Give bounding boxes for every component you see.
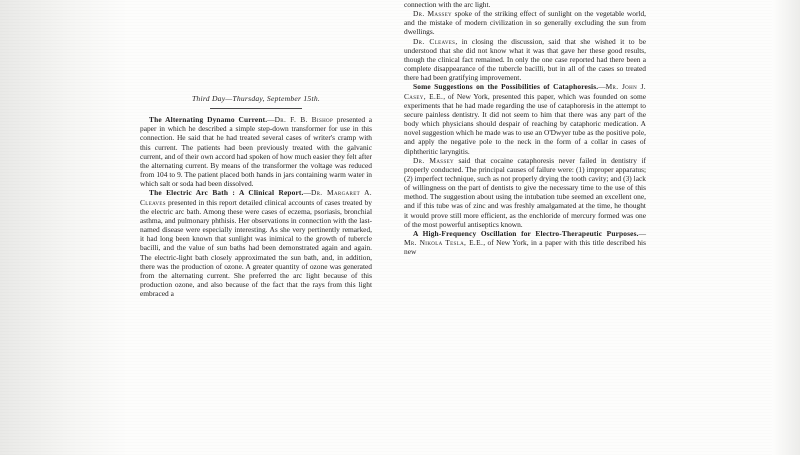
continued-paragraph	[404, 0, 646, 9]
speaker-name: Mr. Nikola Tesla, E.E.	[404, 238, 484, 248]
paragraph-text: of New York, in a paper with this title described his new	[404, 238, 646, 257]
discussion-paragraph: Dr. Cleaves, in closing the discussion, said that she wished it to be understood that she did not know what it was that gave her these good results, though the clinical fact remained. In only the one case reported had there been a complete disappearance of the tubercle bacilli, but in all of the cases so treated there had been gratifying improvement.	[404, 36, 647, 83]
article-heading: Some Suggestions on the Possibilities of Cataphoresis.	[413, 82, 599, 92]
article-heading: The Electric Arc Bath : A Clinical Report.	[149, 188, 304, 198]
article-paragraph: A High-Frequency Oscillation for Electro-Therapeutic Purposes.—Mr. Nikola Tesla, E.E., of New York, in a paper with this title described his new	[404, 228, 646, 257]
article-paragraph: The Alternating Dynamo Current.—Dr. F. B. Bishop presented a paper in which he described a simple step-down transformer for use in this connection. He said that he had treated several cases of writer's cramp with this current. The patients had been previously treated with the galvanic current, and of their own accord had spoken of how much easier they felt after the alternating current. By means of the transformer the voltage was reduced from 104 to 9. The patient placed both hands in jars containing warm water in which salt or soda had been dissolved.	[140, 115, 372, 189]
speaker-name: Dr. Massey	[413, 155, 454, 165]
paragraph-text: of New York, presented this paper, which was founded on some experiments that he had made regarding the use of cataphoresis in the attempt to secure painless dentistry. It did not seem to him that there was any part of the body which physicians should despair of reaching by cataphoric medication. A novel suggestion which he made was to use an O'Dwyer tube as the positive pole, and apply the negative pole to the neck in the form of a collar in cases of diphtheritic laryngitis.	[404, 91, 646, 156]
paragraph-text: presented in this report detailed clinical accounts of cases treated by the electric arc bath. Among these were cases of eczema, psoriasis, bronchial asthma, and pulmonary phthisis. Her observations in connection with the last-named disease were especially interesting. As she very pertinently remarked, it had long been known that sunlight was inimical to the growth of tubercle bacilli, and the value of sun baths had been demonstrated again and again. The electric-light bath closely approximated the sun bath, and, in addition, there was the production of ozone. A greater quantity of ozone was generated from the alternating current. She preferred the arc light because of this production ozone, and also because of the fact that the rays from this light embraced a	[140, 197, 372, 299]
discussion-paragraph	[404, 9, 646, 36]
running-head: Third Day—Thursday, September 15th.	[191, 94, 321, 103]
speaker-name: Dr. Massey	[413, 9, 453, 19]
article-heading: A High-Frequency Oscillation for Electro-Therapeutic Purposes.	[413, 228, 639, 238]
left-text-column	[140, 0, 372, 298]
speaker-name: Dr. Cleaves	[413, 36, 456, 46]
speaker-name: Dr. F. B. Bishop	[274, 115, 334, 125]
right-text-column	[404, 0, 646, 256]
head-rule	[210, 108, 302, 109]
article-heading: The Alternating Dynamo Current.	[149, 115, 268, 125]
paragraph-text: presented a paper in which he described a simple step-down transformer for use in this connection. He said that he had treated several cases of writer's cramp with this current. The patients had been previously treated with the galvanic current, and of their own accord had spoken of how much easier they felt after the alternating current. By means of the transformer the voltage was reduced from 104 to 9. The patient placed both hands in jars containing warm water in which salt or soda had been dissolved.	[140, 115, 372, 189]
paragraph-text: in closing the discussion, said that she wished it to be understood that she did not know what it was that gave her these good results, though the clinical fact remained. In only the one case reported had there been a complete disappearance of the tubercle bacilli, but in all of the cases so treated there had been gratifying improvement.	[404, 36, 647, 83]
speaker-name: Mr. John J. Casey, E.E.	[404, 82, 647, 101]
article-paragraph: The Electric Arc Bath : A Clinical Report.—Dr. Margaret A. Cleaves presented in this report detailed clinical accounts of cases treated by the electric arc bath. Among these were cases of eczema, psoriasis, bronchial asthma, and pulmonary phthisis. Her observations in connection with the last-named disease were especially interesting. As she very pertinently remarked, it had long been known that sunlight was inimical to the growth of tubercle bacilli, and the value of sun baths had been demonstrated again and again. The electric-light bath closely approximated the sun bath, and, in addition, there was the production of ozone. A greater quantity of ozone was generated from the alternating current. She preferred the arc light because of this production ozone, and also because of the fact that the rays from this light embraced a	[140, 188, 372, 299]
paragraph-text: said that cocaine cataphoresis never failed in dentistry if properly conducted. The principal causes of failure were: (1) improper apparatus; (2) imperfect technique, such as not properly drying the tooth cavity; and (3) lack of willingness on the part of dentists to give the necessary time to the use of this method. The suggestion about using the intubation tube seemed an excellent one, and if this tube was of zinc and was freshly amalgamated at the time, he thought it would prove still more efficient, as the enchloride of mercury formed was one of the most powerful antiseptics known.	[404, 155, 646, 229]
discussion-paragraph	[404, 156, 646, 229]
article-paragraph: Some Suggestions on the Possibilities of Cataphoresis.—Mr. John J. Casey, E.E., of New York, presented this paper, which was founded on some experiments that he had made regarding the use of cataphoresis in the attempt to secure painless dentistry. It did not seem to him that there was any part of the body which physicians should despair of reaching by cataphoric medication. A novel suggestion which he made was to use an O'Dwyer tube as the positive pole, and apply the negative pole to the neck in the form of a collar in cases of diphtheritic laryngitis.	[404, 82, 647, 156]
paragraph-text: connection with the arc light.	[404, 0, 491, 9]
paragraph-text: spoke of the striking effect of sunlight on the vegetable world, and the mistake of modern civilization in so generally excluding the sun from dwellings.	[404, 9, 647, 37]
speaker-name: Dr. Margaret A. Cleaves	[140, 188, 372, 207]
